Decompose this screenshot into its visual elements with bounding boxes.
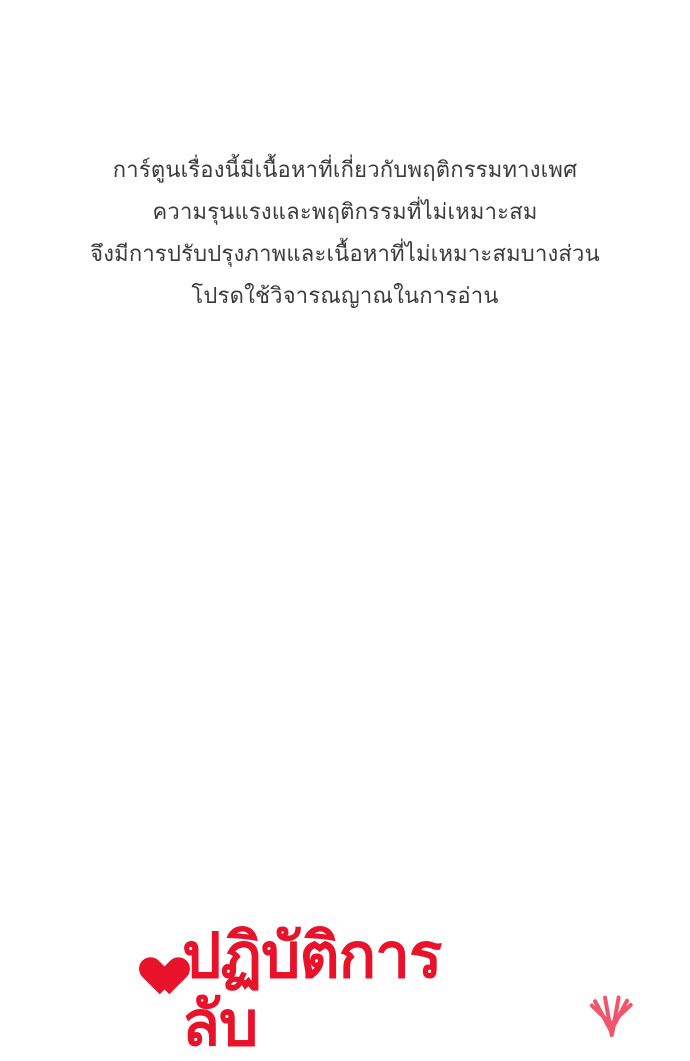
sparkle-burst-icon (560, 965, 680, 1045)
content-warning-line-4: โปรดใช้วิจารณญาณในการอ่าน (191, 284, 499, 309)
heart-icon (130, 936, 176, 980)
comic-title-text (182, 918, 441, 1061)
content-warning-line-2: ความรุนแรงและพฤติกรรมที่ไม่เหมาะสม (152, 200, 538, 225)
comic-title-line-2: ลับ (182, 986, 258, 1060)
comic-title-inner (130, 918, 441, 1061)
content-warning-line-3: จึงมีการปรับปรุงภาพและเนื้อหาที่ไม่เหมาะสมบางส่วน (90, 242, 600, 267)
content-warning-block (0, 150, 690, 318)
content-warning-line-1: การ์ตูนเรื่องนี้มีเนื้อหาที่เกี่ยวกับพฤติกรรมทางเพศ (112, 158, 578, 183)
comic-title-line-1: ปฏิบัติการ (182, 919, 442, 992)
